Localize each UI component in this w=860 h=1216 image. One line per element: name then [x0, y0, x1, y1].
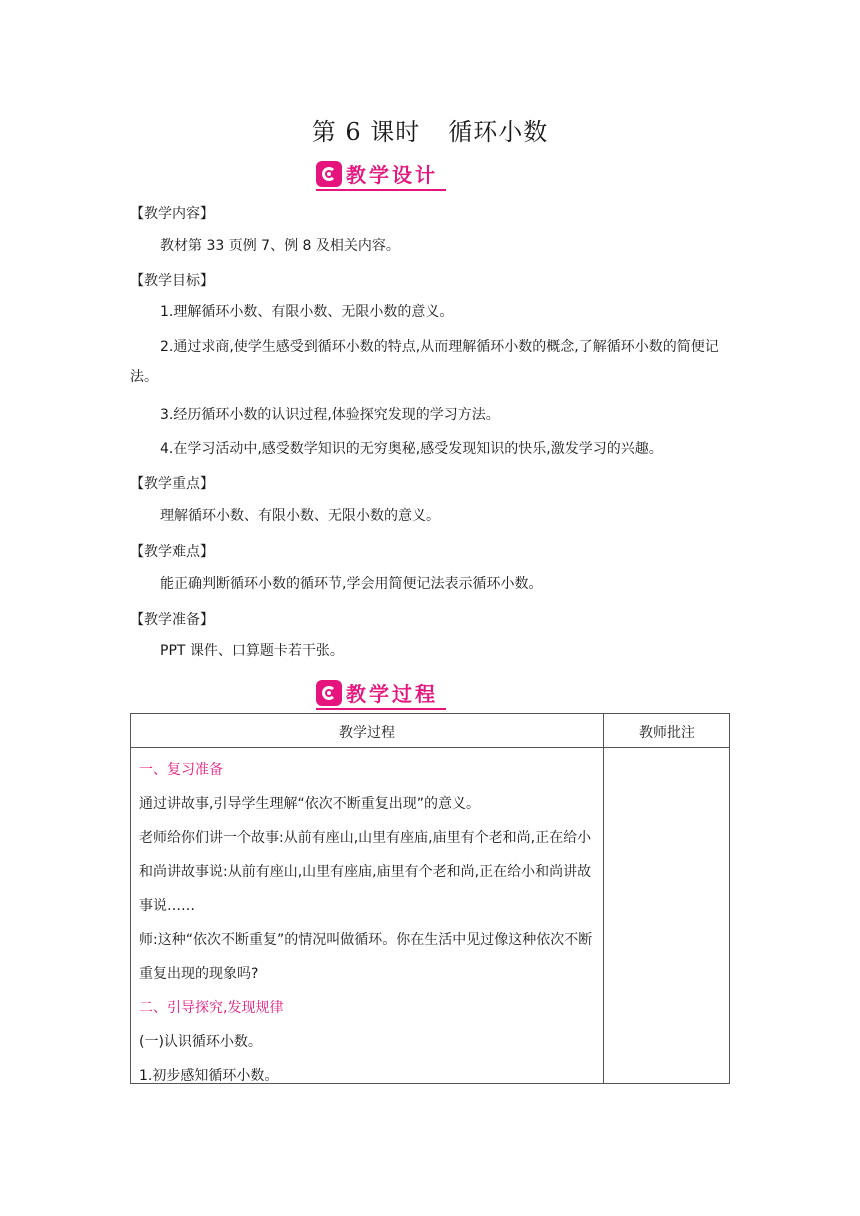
table-line: 老师给你们讲一个故事:从前有座山,山里有座庙,庙里有个老和尚,正在给小和尚讲故事说:从前有座山,山里有座庙,庙里有个老和尚,正在给小和尚讲故事说……	[139, 830, 592, 914]
column-divider	[603, 714, 604, 1083]
process-table	[130, 713, 730, 1084]
content-heading: 【教学内容】	[130, 206, 214, 222]
goal-item: 2.通过求商,使学生感受到循环小数的特点,从而理解循环小数的概念,了解循环小数的简便记法。	[130, 339, 719, 385]
prep-heading: 【教学准备】	[130, 612, 214, 628]
teaching-design-banner	[316, 160, 438, 188]
lesson-title	[0, 112, 860, 147]
teaching-process-banner	[316, 679, 438, 707]
section-heading: 二、引导探究,发现规律	[139, 1000, 284, 1016]
banner-label: 教学过程	[346, 681, 438, 706]
key-heading: 【教学重点】	[130, 476, 214, 492]
section-heading: 一、复习准备	[139, 762, 223, 778]
table-line: 通过讲故事,引导学生理解“依次不断重复出现”的意义。	[139, 796, 480, 812]
table-line: (一)认识循环小数。	[139, 1034, 262, 1050]
difficulty-heading: 【教学难点】	[130, 544, 214, 560]
content-text: 教材第 33 页例 7、例 8 及相关内容。	[160, 238, 400, 254]
prep-text: PPT 课件、口算题卡若干张。	[160, 643, 344, 659]
key-text: 理解循环小数、有限小数、无限小数的意义。	[160, 508, 440, 524]
swirl-logo-icon	[316, 161, 342, 187]
banner-label: 教学设计	[346, 162, 438, 187]
banner-underline	[316, 189, 446, 191]
swirl-logo-icon	[316, 680, 342, 706]
goals-heading: 【教学目标】	[130, 273, 214, 289]
goal-item: 1.理解循环小数、有限小数、无限小数的意义。	[160, 304, 454, 320]
goal-item: 4.在学习活动中,感受数学知识的无穷奥秘,感受发现知识的快乐,激发学习的兴趣。	[160, 441, 663, 457]
process-content	[139, 753, 595, 1093]
difficulty-text: 能正确判断循环小数的循环节,学会用简便记法表示循环小数。	[160, 576, 543, 592]
table-line: 1.初步感知循环小数。	[139, 1068, 279, 1084]
header-teacher-notes: 教师批注	[639, 725, 695, 741]
goal-item: 3.经历循环小数的认识过程,体验探究发现的学习方法。	[160, 407, 500, 423]
lesson-topic: 循环小数	[448, 118, 549, 146]
banner-underline	[316, 708, 446, 710]
table-line: 师:这种“依次不断重复”的情况叫做循环。你在生活中见过像这种依次不断重复出现的现象吗?	[139, 932, 593, 982]
header-process: 教学过程	[339, 725, 395, 741]
lesson-number: 第 6 课时	[311, 118, 421, 146]
